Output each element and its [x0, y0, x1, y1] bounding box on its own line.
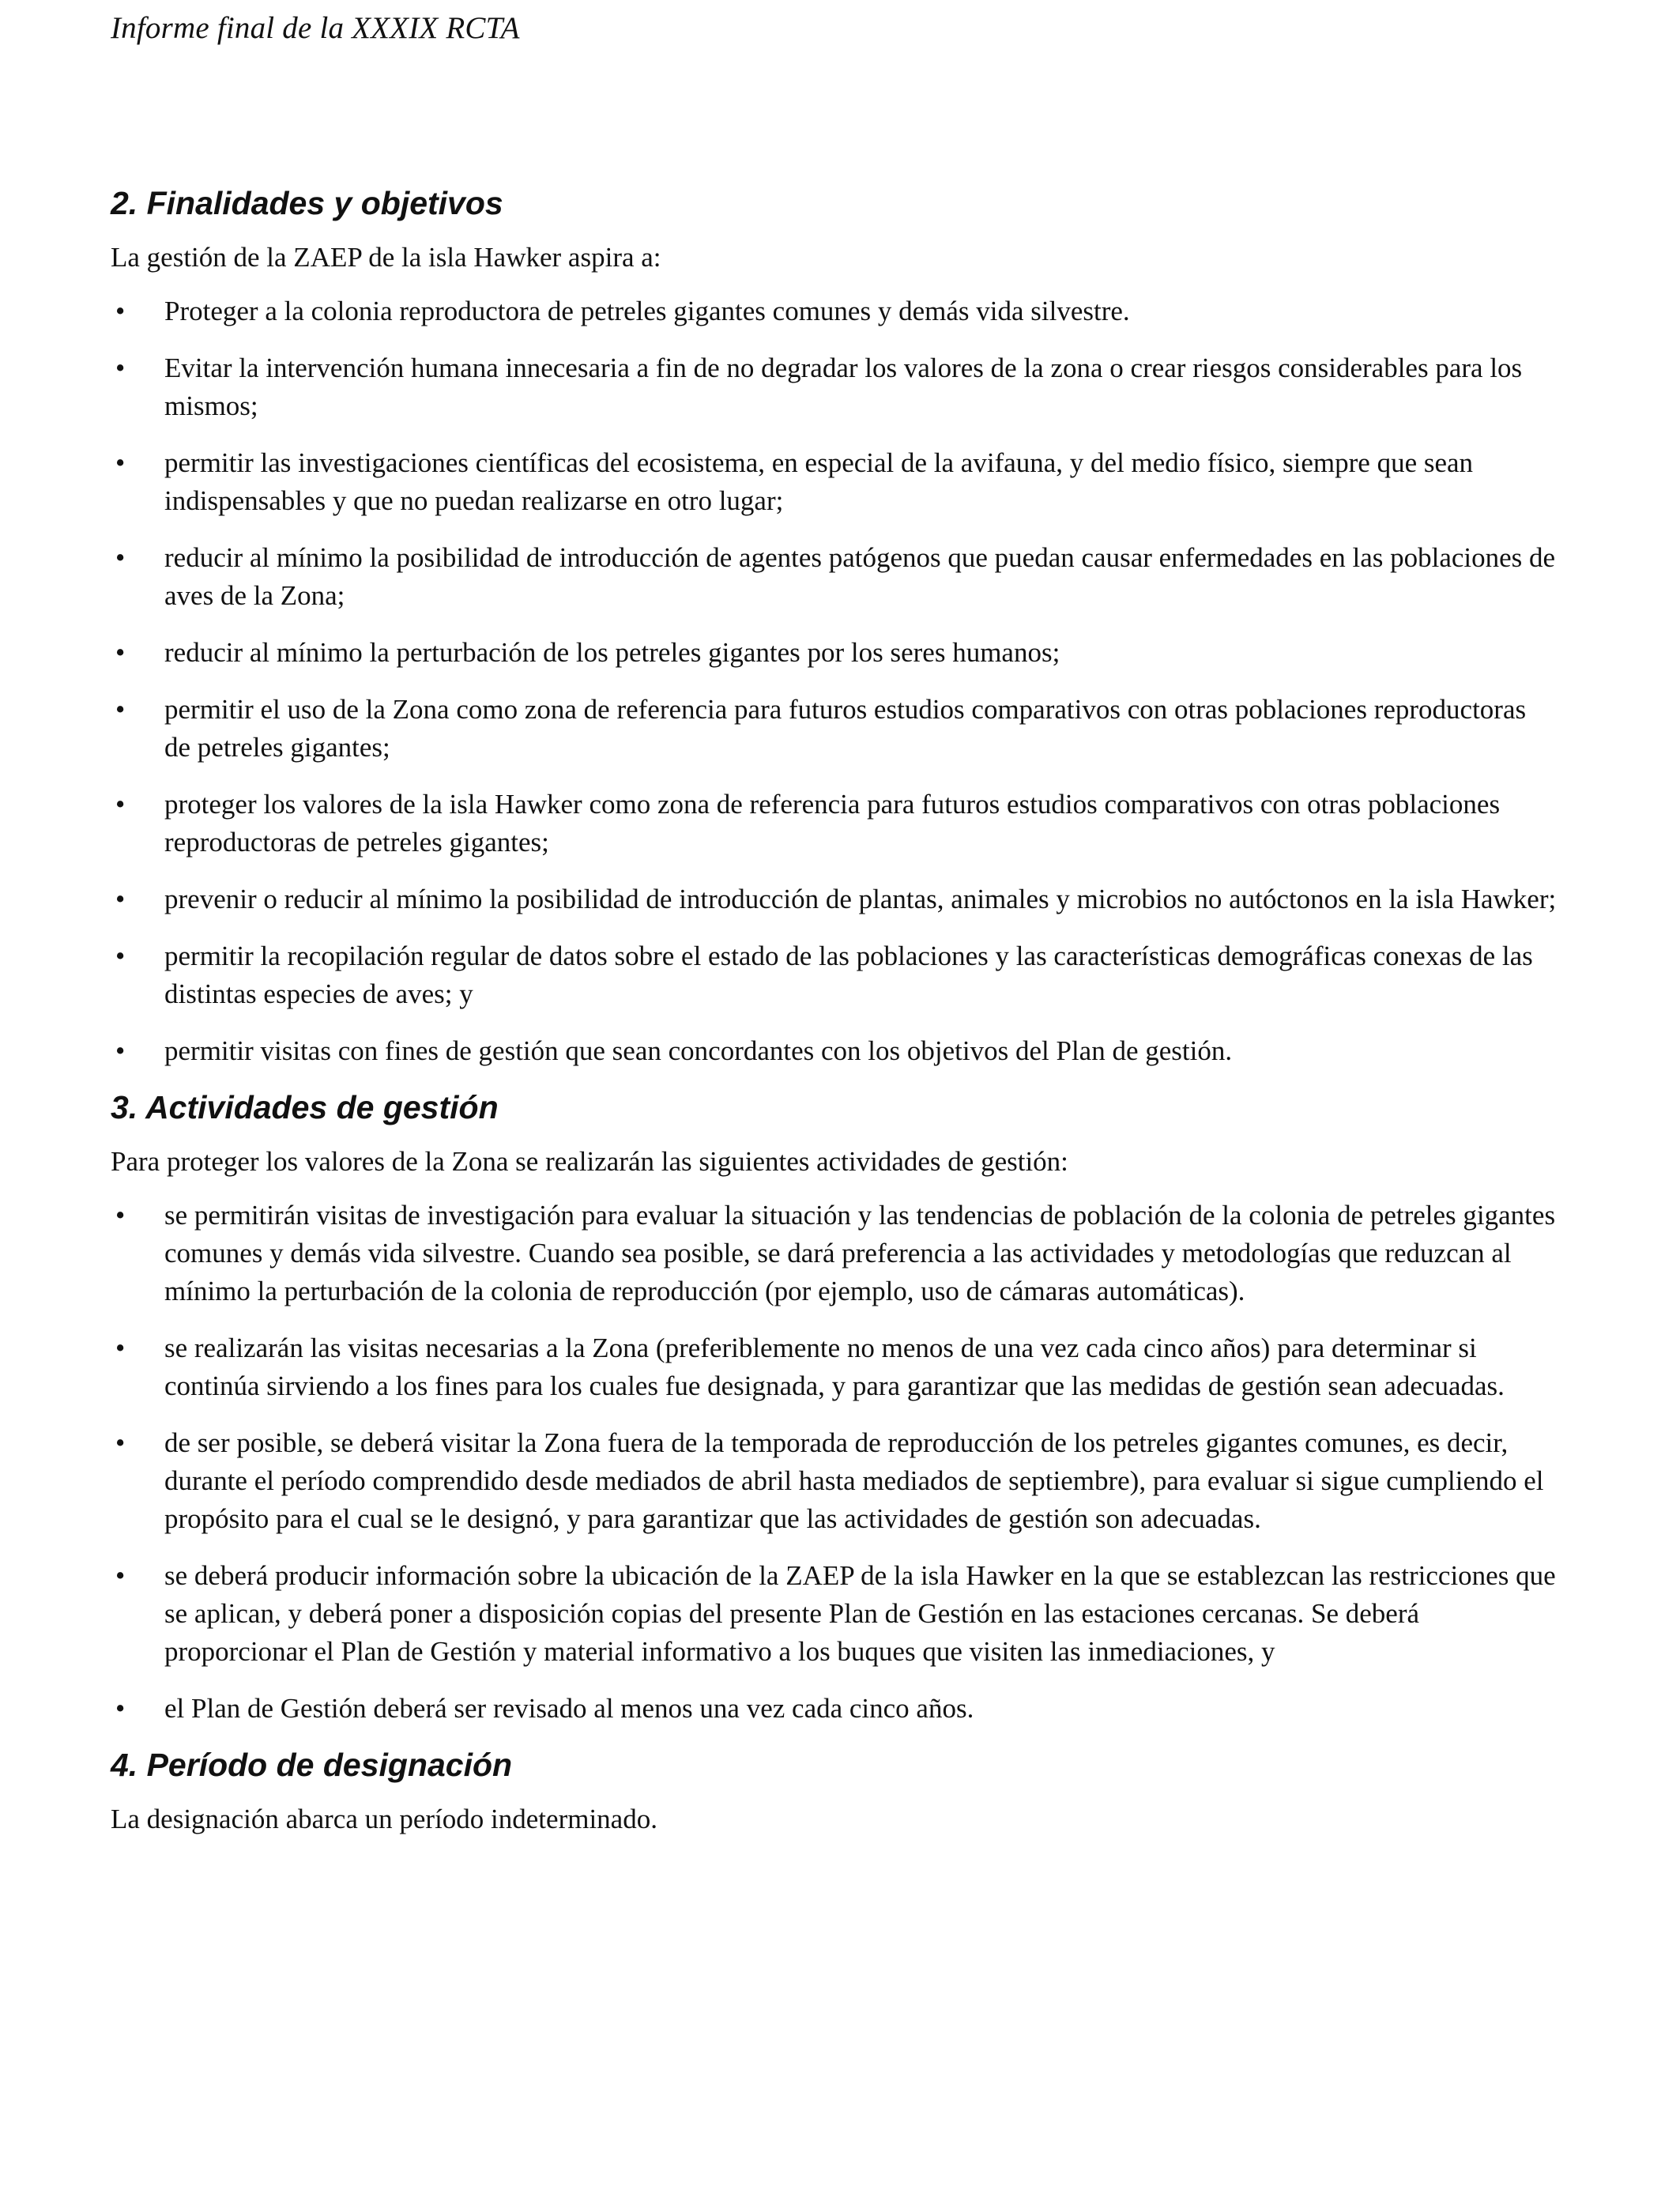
list-item-text: permitir visitas con fines de gestión que sean concordantes con los objetivos del Plan de gestión.	[164, 1035, 1233, 1066]
section-periodo	[111, 1745, 1557, 1838]
document-body	[111, 183, 1557, 1854]
list-item	[111, 1557, 1557, 1671]
list-item	[111, 1690, 1557, 1728]
list-item-text: se realizarán las visitas necesarias a la Zona (preferiblemente no menos de una vez cada cinco años) para determinar si continúa sirviendo a los fines para los cuales fue designada, y para garantizar que las medidas de gestión sean adecuadas.	[164, 1333, 1505, 1401]
list-item-text: se permitirán visitas de investigación para evaluar la situación y las tendencias de población de la colonia de petreles gigantes comunes y demás vida silvestre. Cuando sea posible, se dará preferencia a las actividades y metodologías que reduzcan al mínimo la perturbación de la colonia de reproducción (por ejemplo, uso de cámaras automáticas).	[164, 1200, 1556, 1306]
list-item	[111, 349, 1557, 425]
bullet-icon: •	[115, 637, 126, 668]
list-item	[111, 1329, 1557, 1405]
list-item-text: prevenir o reducir al mínimo la posibilidad de introducción de plantas, animales y microbios no autóctonos en la isla Hawker;	[164, 884, 1557, 914]
bullet-icon: •	[115, 1200, 126, 1231]
list-item-text: reducir al mínimo la perturbación de los petreles gigantes por los seres humanos;	[164, 637, 1060, 668]
bullet-icon: •	[115, 352, 126, 383]
running-header: Informe final de la XXXIX RCTA	[111, 11, 520, 45]
list-item-text: permitir las investigaciones científicas del ecosistema, en especial de la avifauna, y del medio físico, siempre que sean indispensables y que no puedan realizarse en otro lugar;	[164, 447, 1474, 516]
list-item	[111, 691, 1557, 767]
bullet-icon: •	[115, 694, 126, 725]
list-item-text: se deberá producir información sobre la ubicación de la ZAEP de la isla Hawker en la que se establezcan las restricciones que se aplican, y deberá poner a disposición copias del presente Plan de Gestión en las estaciones cercanas. Se deberá proporcionar el Plan de Gestión y material informativo a los buques que visiten las inmediaciones, y	[164, 1560, 1556, 1667]
list-item-text: el Plan de Gestión deberá ser revisado al menos una vez cada cinco años.	[164, 1693, 974, 1724]
section-heading: 4. Período de designación	[111, 1747, 513, 1783]
bullet-icon: •	[115, 1427, 126, 1458]
bullet-icon: •	[115, 789, 126, 820]
list-item-text: permitir el uso de la Zona como zona de referencia para futuros estudios comparativos con otras poblaciones reproductoras de petreles gigantes;	[164, 694, 1527, 763]
section-heading: 3. Actividades de gestión	[111, 1089, 499, 1125]
bullet-icon: •	[115, 296, 126, 326]
list-item-text: permitir la recopilación regular de datos sobre el estado de las poblaciones y las características demográficas conexas de las distintas especies de aves; y	[164, 941, 1533, 1009]
list-item	[111, 1032, 1557, 1070]
section-heading: 2. Finalidades y objetivos	[111, 185, 503, 221]
list-item	[111, 786, 1557, 861]
section-actividades	[111, 1088, 1557, 1728]
list-item	[111, 937, 1557, 1013]
bullet-icon: •	[115, 884, 126, 914]
list-item-text: de ser posible, se deberá visitar la Zona fuera de la temporada de reproducción de los petreles gigantes comunes, es decir, durante el período comprendido desde mediados de abril hasta mediados de septiembre), para evaluar si sigue cumpliendo el propósito para el cual se le designó, y para garantizar que las actividades de gestión son adecuadas.	[164, 1427, 1544, 1534]
bullet-icon: •	[115, 1035, 126, 1066]
bullet-icon: •	[115, 1693, 126, 1724]
bullet-icon: •	[115, 542, 126, 573]
section-finalidades	[111, 183, 1557, 1070]
bullet-list	[111, 292, 1557, 1070]
section-intro: La gestión de la ZAEP de la isla Hawker aspira a:	[111, 242, 661, 273]
list-item-text: Evitar la intervención humana innecesaria a fin de no degradar los valores de la zona o crear riesgos considerables para los mismos;	[164, 352, 1523, 421]
list-item	[111, 1424, 1557, 1538]
list-item	[111, 634, 1557, 672]
bullet-icon: •	[115, 1333, 126, 1363]
list-item-text: Proteger a la colonia reproductora de petreles gigantes comunes y demás vida silvestre.	[164, 296, 1130, 326]
list-item	[111, 880, 1557, 918]
list-item	[111, 444, 1557, 520]
bullet-icon: •	[115, 1560, 126, 1591]
list-item-text: reducir al mínimo la posibilidad de introducción de agentes patógenos que puedan causar enfermedades en las poblaciones de aves de la Zona;	[164, 542, 1556, 611]
section-intro: Para proteger los valores de la Zona se realizarán las siguientes actividades de gestión:	[111, 1146, 1068, 1177]
section-text: La designación abarca un período indeterminado.	[111, 1804, 657, 1834]
list-item	[111, 292, 1557, 330]
list-item-text: proteger los valores de la isla Hawker como zona de referencia para futuros estudios comparativos con otras poblaciones reproductoras de petreles gigantes;	[164, 789, 1501, 858]
bullet-icon: •	[115, 447, 126, 478]
list-item	[111, 1197, 1557, 1310]
bullet-icon: •	[115, 941, 126, 971]
bullet-list	[111, 1197, 1557, 1728]
list-item	[111, 539, 1557, 615]
